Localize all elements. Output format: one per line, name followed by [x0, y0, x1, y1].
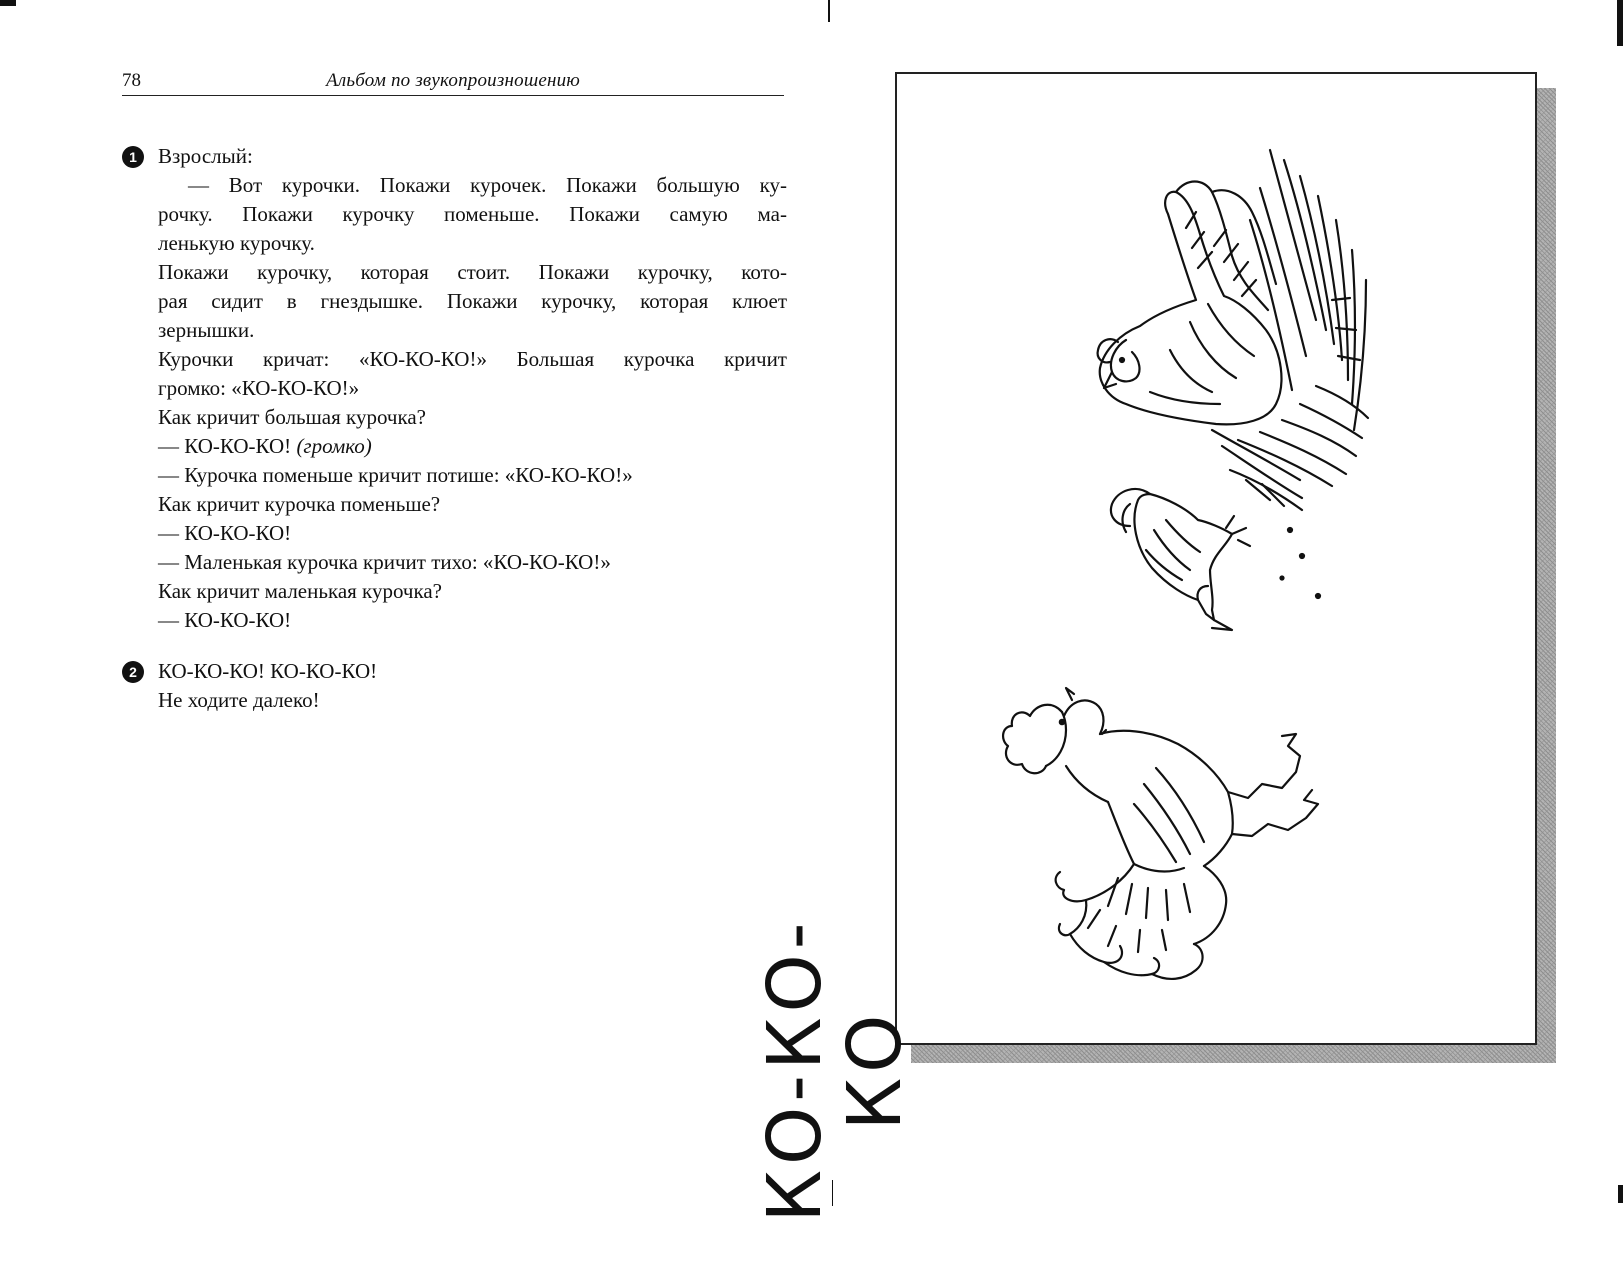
section-number-marker: 1 [122, 146, 144, 168]
text-line: рая сидит в гнездышке. Покажи курочку, которая клюет [158, 289, 787, 313]
text-line: Как кричит курочка поменьше? [158, 492, 441, 516]
text-line: Взрослый: [158, 144, 253, 168]
text-line: Как кричит маленькая курочка? [158, 579, 443, 603]
stage-direction: (громко) [296, 434, 372, 458]
answer-text: — КО-КО-КО! [158, 434, 292, 458]
text-line: зернышки. [158, 318, 255, 342]
text-line: — Вот курочки. Покажи курочек. Покажи большую ку- [188, 173, 787, 197]
text-line: громко: «КО-КО-КО!» [158, 376, 360, 400]
sitting-hen-icon [1098, 150, 1368, 510]
text-line: Как кричит большая курочка? [158, 405, 426, 429]
running-title: Альбом по звукопроизношению [326, 70, 580, 91]
text-line: — Маленькая курочка кричит тихо: «КО-КО-КО!» [158, 550, 611, 574]
card-caption: КО-КО-КО [752, 917, 918, 1223]
text-line: — Курочка поменьше кричит потише: «КО-КО-КО!» [158, 463, 633, 487]
text-line: Курочки кричат: «КО-КО-КО!» Большая курочка кричит [158, 347, 787, 371]
text-line: — КО-КО-КО! [158, 521, 292, 545]
text-line: — КО-КО-КО! [158, 608, 292, 632]
pecking-hen-icon [1111, 489, 1320, 630]
rhyme-line: Не ходите далеко! [158, 688, 320, 712]
section-number-marker: 2 [122, 661, 144, 683]
standing-hen-icon [1003, 688, 1318, 979]
rhyme-line: КО-КО-КО! КО-КО-КО! [158, 659, 378, 683]
text-line: ленькую курочку. [158, 231, 315, 255]
page-number: 78 [122, 70, 141, 91]
text-line: рочку. Покажи курочку поменьше. Покажи самую ма- [158, 202, 787, 226]
text-line: Покажи курочку, которая стоит. Покажи курочку, кото- [158, 260, 787, 284]
